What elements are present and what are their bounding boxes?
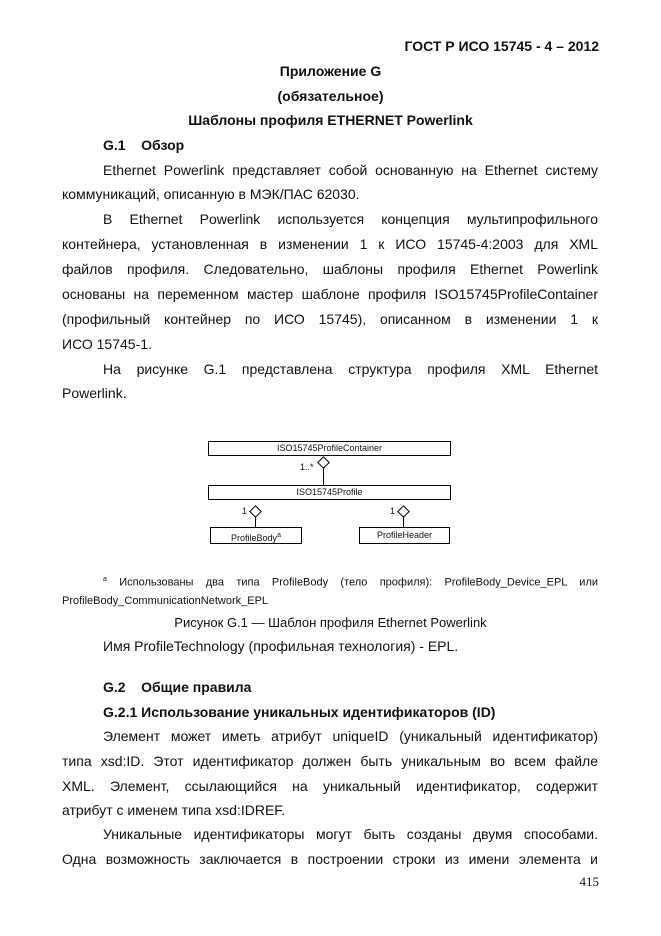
paragraph-line: ИСО 15745-1.: [62, 336, 152, 352]
section-heading-g1: [103, 137, 184, 153]
paragraph-line: Powerlink.: [62, 385, 127, 401]
connector-line: [255, 516, 256, 527]
multiplicity-label: 1: [242, 506, 248, 516]
paragraph-line: На рисунке G.1 представлена структура профиля XML Ethernet: [103, 361, 598, 377]
footnote-line: ProfileBody_CommunicationNetwork_EPL: [62, 595, 269, 607]
profile-box: ISO15745Profile: [208, 485, 451, 500]
paragraph-line: Элемент может иметь атрибут uniqueID (уникальный идентификатор): [103, 728, 598, 744]
paragraph-line: Уникальные идентификаторы могут быть созданы двумя способами.: [103, 826, 598, 842]
footnote-text: Использованы два типа ProfileBody (тело профиля): ProfileBody_Device_EPL или: [119, 576, 599, 589]
paragraph-line: коммуникаций, описанную в МЭК/ПАС 62030.: [62, 186, 360, 202]
paragraph-line: файлов профиля. Следовательно, шаблоны профиля Ethernet Powerlink: [62, 261, 598, 277]
subsection-heading-g21: G.2.1 Использование уникальных идентификаторов (ID): [103, 704, 496, 720]
page-number: 415: [579, 874, 599, 889]
footnote-mark: a: [103, 576, 107, 583]
section-title: Общие правила: [141, 679, 252, 695]
multiplicity-label: 1..*: [300, 462, 314, 472]
paragraph-line: Одна возможность заключается в построении строки из имени элемента и: [62, 851, 598, 867]
section-number: G.1: [103, 137, 126, 153]
profile-body-label: ProfileBody: [231, 533, 278, 543]
paragraph-line: В Ethernet Powerlink используется концепция мультипрофильного: [103, 211, 598, 227]
section-title: Обзор: [141, 137, 185, 153]
footnote-line: [103, 576, 598, 589]
paragraph-line: типа xsd:ID. Этот идентификатор должен быть уникальным во всем файле: [62, 753, 598, 769]
paragraph-line: Имя ProfileTechnology (профильная технология) - EPL.: [103, 638, 459, 654]
figure-caption: Рисунок G.1 — Шаблон профиля Ethernet Powerlink: [174, 615, 487, 630]
annex-title: Шаблоны профиля ETHERNET Powerlink: [188, 112, 473, 128]
profile-body-box: [210, 527, 302, 544]
paragraph-line: контейнера, установленная в изменении 1 к ИСО 15745-4:2003 для XML: [62, 236, 598, 252]
section-number: G.2: [103, 679, 126, 695]
paragraph-line: XML. Элемент, ссылающийся на уникальный идентификатор, содержит: [62, 778, 598, 794]
paragraph-line: Ethernet Powerlink представляет собой основанную на Ethernet систему: [103, 162, 598, 178]
paragraph-line: основаны на переменном мастер шаблоне профиля ISO15745ProfileContainer: [62, 286, 598, 302]
paragraph-line: (профильный контейнер по ИСО 15745), описанном в изменении 1 к: [62, 311, 598, 327]
container-box: ISO15745ProfileContainer: [208, 441, 451, 456]
annex-label: Приложение G: [279, 63, 382, 79]
annex-status: (обязательное): [277, 88, 384, 104]
note-mark: a: [277, 532, 281, 539]
multiplicity-label: 1: [390, 506, 396, 516]
document-header: ГОСТ Р ИСО 15745 - 4 – 2012: [404, 38, 599, 54]
profile-header-box: ProfileHeader: [359, 527, 450, 544]
connector-line: [403, 516, 404, 527]
paragraph-line: атрибут с именем типа xsd:IDREF.: [62, 802, 286, 818]
connector-line: [323, 467, 324, 485]
section-heading-g2: [103, 679, 251, 695]
